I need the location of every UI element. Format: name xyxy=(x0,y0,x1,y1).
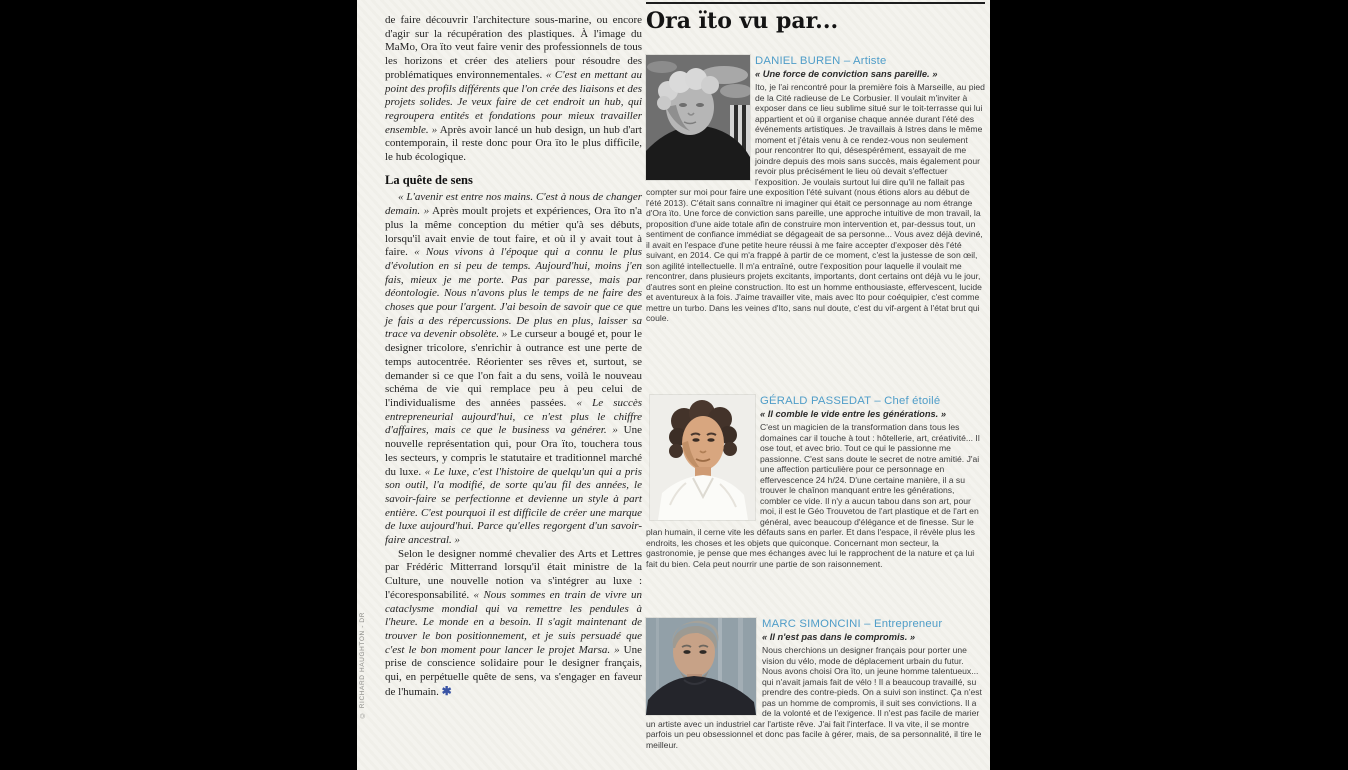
daniel-buren-portrait-bw xyxy=(646,55,750,180)
marc-simoncini-portrait xyxy=(646,618,756,715)
profile-name: GÉRALD PASSEDAT xyxy=(760,395,871,407)
profile-body: Ito, je l'ai rencontré pour la première fois à Marseille, au pied de la Cité radieuse de Le Corbusier. Il voulait m'inviter à exposer dans ce lieu sublime situé sur le toit-terrasse qui lui appartient et où il organise chaque année durant l'été des événements artistiques. Je travaillais à Istres dans le même moment et j'étais venu à ce rendez-vous non seulement pour rencontrer Ito qui, désespérément, essayait de me joindre depuis des mois sans succès, mais également pour revoir plus précisément le lieu où devait s'effectuer l'exposition. Je voulais surtout lui dire qu'il ne fallait pas compter sur moi pour faire une exposition l'été suivant (nous étions alors au début de l'été 2013). C'était sans connaître ni imaginer qui était ce personnage au nom étrange d'Ora ïto. Une force de conviction sans pareille, une approche intuitive de mon travail, la proposition d'une aide totale afin de construire mon intervention et, par-dessus tout, un sentiment de confiance immédiat se dégageait de sa personne... Vous avez déjà deviné, il avait en l'espace d'une petite heure réussi à me faire accepter d'exposer dès l'été suivant, en 2014. Ce qui m'a frappé à partir de ce moment, c'est la justesse de son œil, son agilité intellectuelle. Il m'a entraîné, outre l'exposition pour laquelle il voulait me rencontrer, dans plusieurs projets excitants, importants, dont certains ont déjà vu le jour, d'autres sont en pleine construction. Ito est un homme enthousiaste, effervescent, lucide et aventureux à la fois. J'aime travailler vite, mais avec Ito pour coéquipier, c'est comme mettre un turbo. Dans les veines d'Ito, sans nul doute, c'est du vif-argent à l'état brut qui coule. xyxy=(646,82,985,323)
profile-daniel-buren xyxy=(646,53,985,324)
profile-role: Chef étoilé xyxy=(884,395,941,407)
profile-role: Entrepreneur xyxy=(874,618,943,630)
profile-body: Nous cherchions un designer français pour porter une vision du vélo, mode de déplacement urbain du futur. Nous avons choisi Ora ïto, un jeune homme talentueux... qui n'avait jamais fait de vélo ! Il a beaucoup travaillé, su prendre des contre-pieds. On a suivi son instinct. Ça n'est pas un homme de compromis, il suit ses convictions. Il a de la volonté et de l'exigence. Il n'est pas facile de marier un artiste avec un industriel car l'artiste rêve. J'ai fait l'interface. Il va vite, il se montre parfois un peu obsessionnel et donc pas facile à gérer, mais, de sa personnalité, il tire le meilleur. xyxy=(646,645,982,750)
panel-title: Ora ïto vu par... xyxy=(646,8,839,34)
article-paragraph-final: Selon le designer nommé chevalier des Arts et Lettres par Frédéric Mitterrand lorsqu'il était ministre de la Culture, une nouvelle notion va s'intégrer au luxe : l'écoresponsabilité. « Nous sommes en train de vivre un cataclysme mondial qui va remettre les pendules à l'heure. Le monde en a besoin. Il s'agit maintenant de trouver le bon positionnement, et je suis persuadé que c'est le bon moment pour lancer le projet Marsa. » Une prise de conscience solidaire pour le designer français, qui, en perpétuelle quête de sens, va s'engager en faveur de l'humain. ✱ xyxy=(385,547,642,698)
profile-name: MARC SIMONCINI xyxy=(762,618,861,630)
article-paragraph: « L'avenir est entre nos mains. C'est à nous de changer demain. » Après moult projets et expériences, Ora ïto n'a plus la même conception du métier qu'à ses débuts, lorsqu'il avait envie de tout faire, et où il y avait tout à faire. « Nous vivons à l'époque qui a connu le plus d'évolution en si peu de temps. Aujourd'hui, moins j'en fais, mieux je me porte. Pas par paresse, mais par déontologie. Nous n'avons plus le temps de ne faire des choses que pour l'argent. J'ai besoin de savoir que ce que je fais a des répercussions. De plus en plus, laisser sa trace va devenir obsolète. » Le curseur a bougé et, pour le designer tricolore, s'enrichir à outrance est une perte de temps autocentrée. Réorienter ses rêves et, surtout, se demander si ce que l'on fait a du sens, voilà le nouveau schéma de vie qui remplace peu à peu celui de l'individualisme des années passées. « Le succès entrepreneurial aujourd'hui, ce n'est plus le chiffre d'affaires, mais ce que le business va générer. » Une nouvelle représentation qui, pour Ora ïto, touchera tous les secteurs, y compris le statutaire et traditionnel marché du luxe. « Le luxe, c'est l'histoire de quelqu'un qui a pris son outil, l'a modifié, de sorte qu'au fil des années, le savoir-faire se perfectionne et devienne un style à part entière. C'est pourquoi il est difficile de créer une marque de luxe aujourd'hui. Parce qu'elles regorgent d'un savoir-faire ancestral. » xyxy=(385,191,642,547)
gerald-passedat-portrait xyxy=(650,395,755,520)
profile-role: Artiste xyxy=(853,55,887,67)
profile-dash: – xyxy=(874,395,881,407)
photo-credit-vertical: © RICHARD HAUGHTON - DR xyxy=(359,612,366,719)
profile-gerald-passedat xyxy=(646,393,985,569)
article-column xyxy=(385,14,642,699)
gerald-passedat-photo xyxy=(650,395,755,520)
article-end-mark-icon: ✱ xyxy=(441,683,452,698)
profile-name: DANIEL BUREN xyxy=(755,55,841,67)
marc-simoncini-photo xyxy=(646,618,756,715)
article-paragraph-intro: de faire découvrir l'architecture sous-marine, ou encore d'agir sur la récupération des plastiques. À l'image du MaMo, Ora ïto veut faire venir des professionnels de tous les horizons et créer des ateliers pour résoudre des problématiques environnementales. « C'est en mettant au point des profils différents que l'on crée des liaisons et des projets solides. Je veux faire de cet endroit un hub, qui regroupera entités et fondations pour mieux travailler ensemble. » Après avoir lancé un hub design, un hub d'art contemporain, il reste donc pour Ora ïto le plus difficile, le hub écologique. xyxy=(385,14,642,164)
profile-quote: « Une force de conviction sans pareille. » xyxy=(755,69,938,79)
daniel-buren-photo xyxy=(646,55,750,180)
profile-quote: « Il n'est pas dans le compromis. » xyxy=(762,632,916,642)
profile-body: C'est un magicien de la transformation dans tous les domaines car il touche à tout : hôtellerie, art, créativité... Il ose tout, et avec brio. Tout ce qui le passionne me passionne. C'est sans doute le secret de notre amitié. J'ai une affection particulière pour ce personnage en effervescence 24 h/24. D'une certaine manière, il a su trouver le chaînon manquant entre les générations, combler ce vide. Il n'y a aucun tabou dans son art, pour moi, il est le Géo Trouvetou de l'art plastique et de l'art en général, avec beaucoup d'élégance et de finesse. Sur le plan humain, il cerne vite les défauts sans en parler. Et dans l'espace, il révèle plus les endroits, les choses et les objets que quiconque. Concernant mon secteur, la gastronomie, je pense que mes échanges avec lui le rapprochent de la nature et ça lui fait du bien. Cela peut nourrir une partie de son raisonnement. xyxy=(646,422,980,569)
magazine-page xyxy=(357,0,990,770)
profile-dash: – xyxy=(864,618,871,630)
article-section-heading: La quête de sens xyxy=(385,172,473,187)
profile-quote: « Il comble le vide entre les générations. » xyxy=(760,409,947,419)
profile-dash: – xyxy=(843,55,851,67)
profile-marc-simoncini xyxy=(646,616,985,750)
panel-top-rule xyxy=(646,2,985,4)
